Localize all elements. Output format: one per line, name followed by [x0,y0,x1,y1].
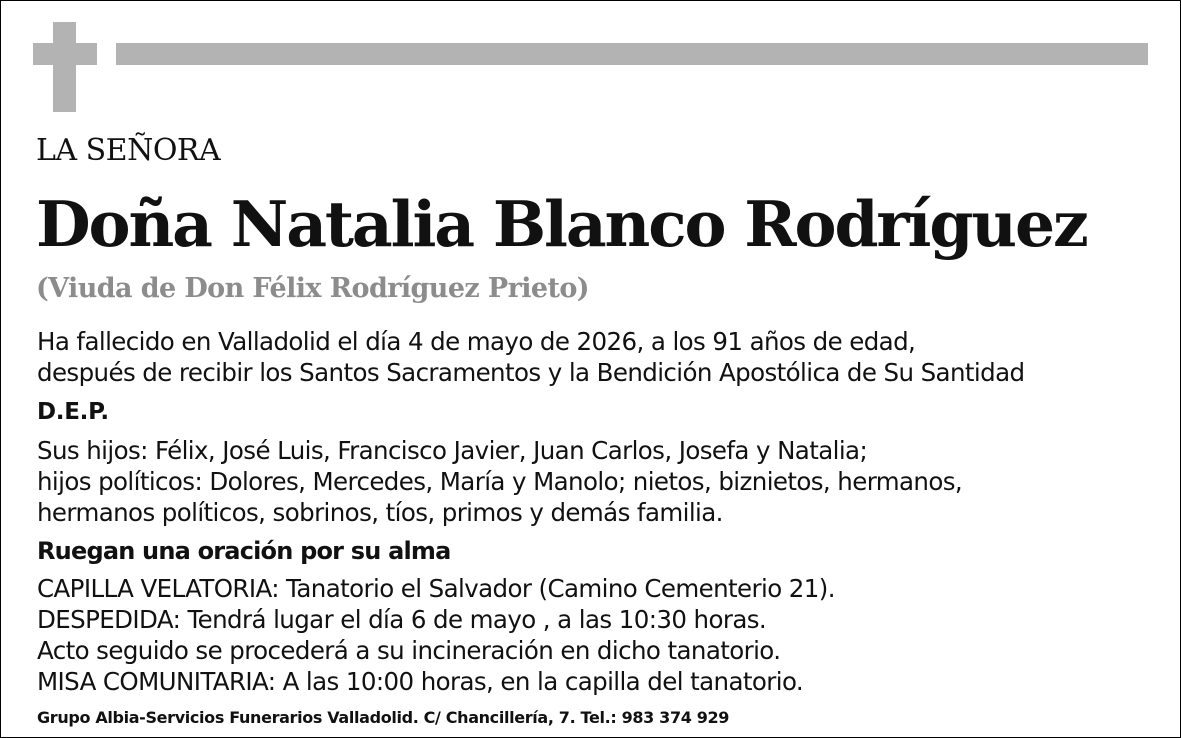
funeral-home-footer: Grupo Albia-Servicios Funerarios Valladolid. C/ Chancillería, 7. Tel.: 983 374 929 [37,708,730,727]
dep-label: D.E.P. [37,399,109,425]
text-line: DESPEDIDA: Tendrá lugar el día 6 de mayo , a las 10:30 horas. [37,605,767,634]
text-line: MISA COMUNITARIA: A las 10:00 horas, en la capilla del tanatorio. [37,667,804,696]
deceased-name: Doña Natalia Blanco Rodríguez [36,187,1087,261]
death-announcement [37,326,1024,388]
text-line: después de recibir los Santos Sacramentos y la Bendición Apostólica de Su Santidad [37,358,1025,387]
text-line: CAPILLA VELATORIA: Tanatorio el Salvador (Camino Cementerio 21). [37,574,835,603]
text-line: Sus hijos: Félix, José Luis, Francisco Javier, Juan Carlos, Josefa y Natalia; [37,436,868,465]
intro-label: LA SEÑORA [36,133,221,168]
widow-of-line: (Viuda de Don Félix Rodríguez Prieto) [36,273,589,304]
text-line: hijos políticos: Dolores, Mercedes, María y Manolo; nietos, biznietos, hermanos, [37,467,963,496]
top-divider [116,43,1148,65]
service-details [37,573,835,697]
family-list [37,435,962,528]
text-line: Acto seguido se procederá a su incineración en dicho tanatorio. [37,636,781,665]
cross-icon-arm [33,43,97,65]
cross-icon [53,22,76,112]
prayer-request: Ruegan una oración por su alma [37,537,451,565]
text-line: hermanos políticos, sobrinos, tíos, primos y demás familia. [37,498,723,527]
text-line: Ha fallecido en Valladolid el día 4 de mayo de 2026, a los 91 años de edad, [37,327,916,356]
